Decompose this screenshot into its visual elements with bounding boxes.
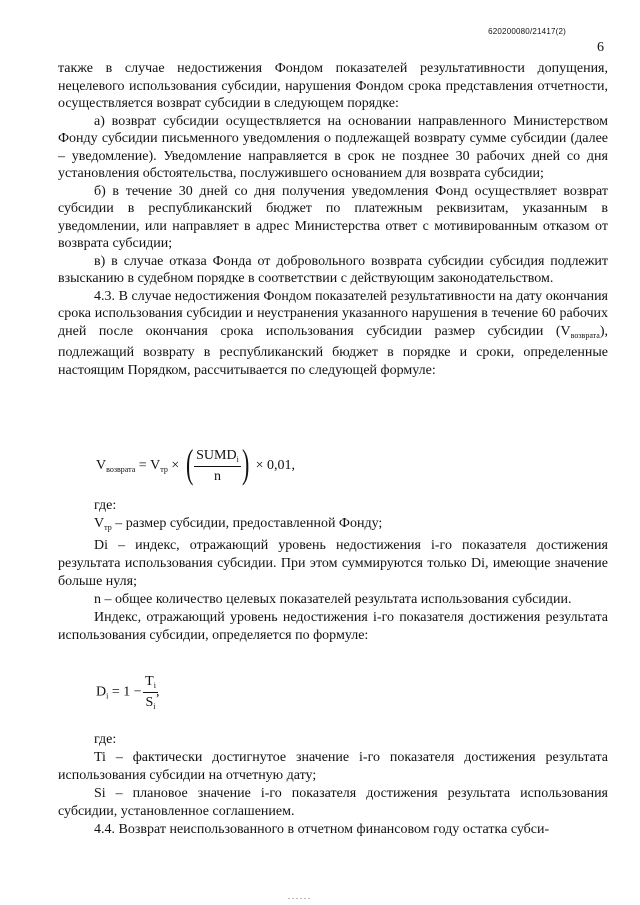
- definitions-block-2: [58, 731, 608, 839]
- formula2-num-text: T: [145, 674, 154, 689]
- formula-tail: × 0,01,: [252, 458, 296, 474]
- p43-subscript: возврата: [570, 330, 600, 340]
- formula-index: [96, 674, 159, 711]
- def-si: Si – плановое значение i-го показателя достижения результата использования субсидии, установленное соглашением.: [58, 786, 608, 819]
- formula2-den-subscript: i: [153, 702, 156, 711]
- paragraph-intro: также в случае недостижения Фондом показателей результативности допущения, нецелевого использования субсидии, нарушения Фондом срока представления отчетности, осуществляется возврат субсидии в следующем порядке:: [58, 61, 608, 111]
- formula-fraction: [194, 448, 241, 485]
- numerator-subscript: i: [236, 454, 239, 464]
- document-number: 620200080/21417(2): [488, 27, 566, 36]
- formula2-eq: = 1 −: [108, 684, 146, 700]
- where-label-2: где:: [94, 732, 117, 747]
- formula-refund: [96, 441, 296, 486]
- p43-text-start: 4.3. В случае недостижения Фондом показателей результативности на дату окончания срока использования субсидии и неустранения указанного нарушения в течение 60 рабочих дней после окончания срока использования субсидии размер субсидии (V: [58, 288, 608, 339]
- formula2-tail: ,: [155, 684, 160, 700]
- def-vtr-symbol: V: [94, 516, 105, 531]
- formula-eq-subscript: тр: [160, 465, 168, 475]
- paragraph-b: б) в течение 30 дней со дня получения уведомления Фонд осуществляет возврат субсидии в республиканский бюджет по платежным реквизитам, указанным в уведомлении, или направляет в адрес Министерства ответ с мотивированным отказом от возврата субсидии;: [58, 183, 608, 251]
- paragraph-v: в) в случае отказа Фонда от добровольного возврата субсидии субсидия подлежит взысканию в судебном порядке в соответствии с действующим законодательством.: [58, 253, 608, 286]
- paragraph-4-3: [58, 288, 608, 380]
- p43-text-end: ), подлежащий возврату в республиканский бюджет в порядке и сроки, определенные настоящим Порядком, рассчитывается по следующей формуле:: [58, 323, 608, 378]
- def-vtr: [58, 515, 608, 537]
- numerator-text: SUMD: [196, 447, 237, 463]
- def-vtr-subscript: тр: [104, 523, 112, 532]
- fraction-denominator: n: [213, 468, 221, 484]
- formula-lhs: V: [96, 458, 107, 474]
- paragraph-4-4: 4.4. Возврат неиспользованного в отчетном финансовом году остатка субси-: [94, 822, 550, 837]
- index-intro: Индекс, отражающий уровень недостижения i-го показателя достижения результата использования субсидии, определяется по формуле:: [58, 610, 608, 643]
- formula2-lhs-subscript: i: [106, 691, 109, 701]
- formula2-lhs: D: [96, 684, 107, 700]
- page-number: 6: [597, 40, 604, 55]
- document-body: [58, 60, 608, 379]
- def-n: n – общее количество целевых показателей результата использования субсидии.: [94, 592, 572, 607]
- formula-lhs-subscript: возврата: [106, 465, 136, 475]
- def-ti: Ti – фактически достигнутое значение i-го показателя достижения результата использования субсидии на отчетную дату;: [58, 750, 608, 783]
- formula2-num-subscript: i: [153, 681, 156, 690]
- left-paren: (: [185, 441, 194, 486]
- fraction-numerator: [194, 448, 241, 467]
- formula2-den-text: S: [145, 695, 154, 710]
- def-di: Di – индекс, отражающий уровень недостижения i-го показателя достижения результата использования субсидии. При этом суммируются только Di, имеющие значение больше нуля;: [58, 538, 608, 589]
- paragraph-a: а) возврат субсидии осуществляется на основании направленного Министерством Фонду субсидии письменного уведомления о подлежащей возврату сумме субсидии (далее – уведомление). Уведомление направляется в срок не позднее 30 рабочих дней со дня установления обстоятельства, послужившего основанием для возврата субсидии;: [58, 113, 608, 181]
- where-label: где:: [94, 498, 117, 513]
- formula-eq: = V: [135, 458, 161, 474]
- formula-times: ×: [167, 458, 183, 474]
- definitions-block: [58, 497, 608, 645]
- scan-artifact: [270, 897, 330, 900]
- right-paren: ): [241, 441, 250, 486]
- def-vtr-text: – размер субсидии, предоставленной Фонду;: [111, 516, 383, 531]
